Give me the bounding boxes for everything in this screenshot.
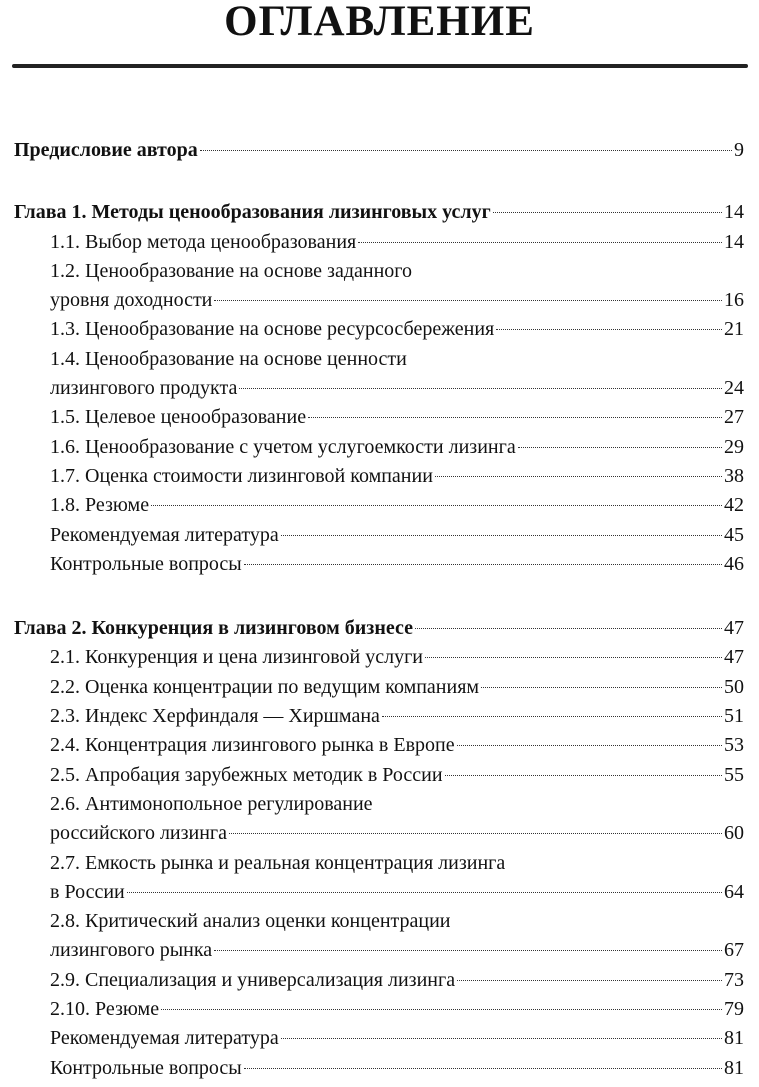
dot-leader bbox=[308, 417, 722, 418]
toc-page-number: 45 bbox=[724, 523, 744, 546]
toc-entry-2-6-line1: 2.6. Антимонопольное регулирование bbox=[50, 792, 373, 815]
dot-leader bbox=[457, 745, 722, 746]
toc-entry-title: уровня доходности bbox=[50, 289, 213, 312]
toc-page-number: 47 bbox=[724, 617, 744, 640]
toc-entry-2-2[interactable] bbox=[14, 673, 744, 702]
toc-page-number: 42 bbox=[724, 494, 744, 517]
toc-entry-title: 1.1. Выбор метода ценообразования bbox=[50, 230, 357, 253]
toc-page-number: 67 bbox=[724, 939, 744, 962]
toc-entry-title: Контрольные вопросы bbox=[50, 552, 242, 575]
dot-leader bbox=[281, 535, 722, 536]
dot-leader bbox=[518, 447, 722, 448]
toc-page-number: 29 bbox=[724, 435, 744, 458]
toc-entry-2-1[interactable] bbox=[14, 643, 744, 672]
dot-leader bbox=[214, 950, 722, 951]
toc-page-number: 14 bbox=[724, 201, 744, 224]
toc-page-number: 55 bbox=[724, 763, 744, 786]
toc-entry-2-8-line1: 2.8. Критический анализ оценки концентрации bbox=[50, 910, 451, 933]
dot-leader bbox=[244, 564, 722, 565]
toc-entry-title: 2.9. Специализация и универсализация лизинга bbox=[50, 968, 456, 991]
dot-leader bbox=[244, 1068, 722, 1069]
dot-leader bbox=[239, 388, 722, 389]
toc-entry-title: 1.7. Оценка стоимости лизинговой компании bbox=[50, 464, 433, 487]
toc-entry-2-8[interactable] bbox=[14, 936, 744, 965]
toc-entry-2-9[interactable] bbox=[14, 966, 744, 995]
toc-entry-title: 2.4. Концентрация лизингового рынка в Европе bbox=[50, 734, 455, 757]
toc-entry-title: 1.5. Целевое ценообразование bbox=[50, 406, 307, 429]
dot-leader bbox=[457, 980, 722, 981]
toc-entry-1-8[interactable] bbox=[14, 491, 744, 520]
toc-entry-1-4-line1: 1.4. Ценообразование на основе ценности bbox=[50, 347, 407, 370]
toc-entry-1-literature[interactable] bbox=[14, 521, 744, 550]
toc-page-number: 47 bbox=[724, 646, 744, 669]
toc-entry-title: 2.5. Апробация зарубежных методик в России bbox=[50, 763, 443, 786]
dot-leader bbox=[415, 628, 722, 629]
toc-entry-title: 2.3. Индекс Херфиндаля — Хиршмана bbox=[50, 705, 380, 728]
toc-page-number: 64 bbox=[724, 880, 744, 903]
dot-leader bbox=[200, 150, 732, 151]
dot-leader bbox=[161, 1009, 722, 1010]
toc-page-number: 50 bbox=[724, 675, 744, 698]
dot-leader bbox=[425, 657, 722, 658]
toc-entry-1-7[interactable] bbox=[14, 462, 744, 491]
toc-page-number: 27 bbox=[724, 406, 744, 429]
toc-page-number: 81 bbox=[724, 1027, 744, 1050]
toc-entry-2-6[interactable] bbox=[14, 819, 744, 848]
toc-page-number: 9 bbox=[734, 139, 744, 161]
dot-leader bbox=[229, 833, 722, 834]
toc-page-number: 53 bbox=[724, 734, 744, 757]
toc-page-number: 24 bbox=[724, 377, 744, 400]
dot-leader bbox=[382, 716, 722, 717]
toc-page-number: 79 bbox=[724, 998, 744, 1021]
toc-entry-title: 2.2. Оценка концентрации по ведущим компаниям bbox=[50, 675, 480, 698]
toc-page-number: 73 bbox=[724, 968, 744, 991]
dot-leader bbox=[151, 505, 722, 506]
toc-entry-title: Рекомендуемая литература bbox=[50, 1027, 279, 1050]
toc-entry-2-4[interactable] bbox=[14, 731, 744, 760]
dot-leader bbox=[358, 242, 722, 243]
toc-page-number: 14 bbox=[724, 230, 744, 253]
toc-entry-2-10[interactable] bbox=[14, 995, 744, 1024]
page-title: ОГЛАВЛЕНИЕ bbox=[224, 0, 535, 45]
toc-entry-1-3[interactable] bbox=[14, 315, 744, 344]
toc-entry-chapter-1[interactable] bbox=[14, 198, 744, 227]
toc-page-number: 60 bbox=[724, 822, 744, 845]
toc-entry-chapter-2[interactable] bbox=[14, 614, 744, 643]
toc-entry-1-questions[interactable] bbox=[14, 550, 744, 579]
toc-entry-2-3[interactable] bbox=[14, 702, 744, 731]
title-divider bbox=[12, 64, 748, 68]
toc-page-number: 16 bbox=[724, 289, 744, 312]
dot-leader bbox=[281, 1038, 722, 1039]
toc-entry-1-5[interactable] bbox=[14, 403, 744, 432]
toc-entry-title: 1.3. Ценообразование на основе ресурсосбережения bbox=[50, 318, 495, 341]
dot-leader bbox=[481, 687, 722, 688]
toc-entry-title: 2.1. Конкуренция и цена лизинговой услуги bbox=[50, 646, 423, 669]
dot-leader bbox=[445, 775, 722, 776]
toc-entry-title: лизингового продукта bbox=[50, 377, 238, 400]
toc-entry-title: лизингового рынка bbox=[50, 939, 213, 962]
table-of-contents bbox=[14, 136, 744, 1083]
toc-entry-2-7-line1: 2.7. Емкость рынка и реальная концентрация лизинга bbox=[50, 851, 506, 874]
toc-entry-1-1[interactable] bbox=[14, 228, 744, 257]
toc-page-number: 51 bbox=[724, 705, 744, 728]
toc-entry-preface[interactable] bbox=[14, 136, 744, 165]
dot-leader bbox=[127, 892, 722, 893]
toc-entry-title: 1.8. Резюме bbox=[50, 494, 150, 517]
toc-entry-title: 2.10. Резюме bbox=[50, 998, 160, 1021]
toc-entry-1-6[interactable] bbox=[14, 433, 744, 462]
toc-entry-title: Предисловие автора bbox=[14, 139, 198, 161]
toc-page-number: 81 bbox=[724, 1056, 744, 1079]
toc-entry-1-4[interactable] bbox=[14, 374, 744, 403]
toc-entry-title: Глава 1. Методы ценообразования лизинговых услуг bbox=[14, 201, 491, 224]
dot-leader bbox=[493, 212, 722, 213]
toc-page-number: 21 bbox=[724, 318, 744, 341]
toc-entry-title: Глава 2. Конкуренция в лизинговом бизнесе bbox=[14, 617, 413, 640]
dot-leader bbox=[214, 300, 722, 301]
toc-page-number: 38 bbox=[724, 464, 744, 487]
toc-entry-title: Рекомендуемая литература bbox=[50, 523, 279, 546]
toc-entry-2-questions[interactable] bbox=[14, 1054, 744, 1083]
toc-entry-1-2-line1: 1.2. Ценообразование на основе заданного bbox=[50, 259, 413, 282]
dot-leader bbox=[435, 476, 722, 477]
toc-entry-1-2[interactable] bbox=[14, 286, 744, 315]
toc-entry-2-7[interactable] bbox=[14, 878, 744, 907]
toc-entry-title: 1.6. Ценообразование с учетом услугоемкости лизинга bbox=[50, 435, 516, 458]
toc-entry-2-literature[interactable] bbox=[14, 1024, 744, 1053]
dot-leader bbox=[496, 329, 722, 330]
toc-entry-title: в России bbox=[50, 880, 125, 903]
toc-entry-title: российского лизинга bbox=[50, 822, 228, 845]
toc-page-number: 46 bbox=[724, 552, 744, 575]
toc-entry-2-5[interactable] bbox=[14, 761, 744, 790]
toc-entry-title: Контрольные вопросы bbox=[50, 1056, 242, 1079]
